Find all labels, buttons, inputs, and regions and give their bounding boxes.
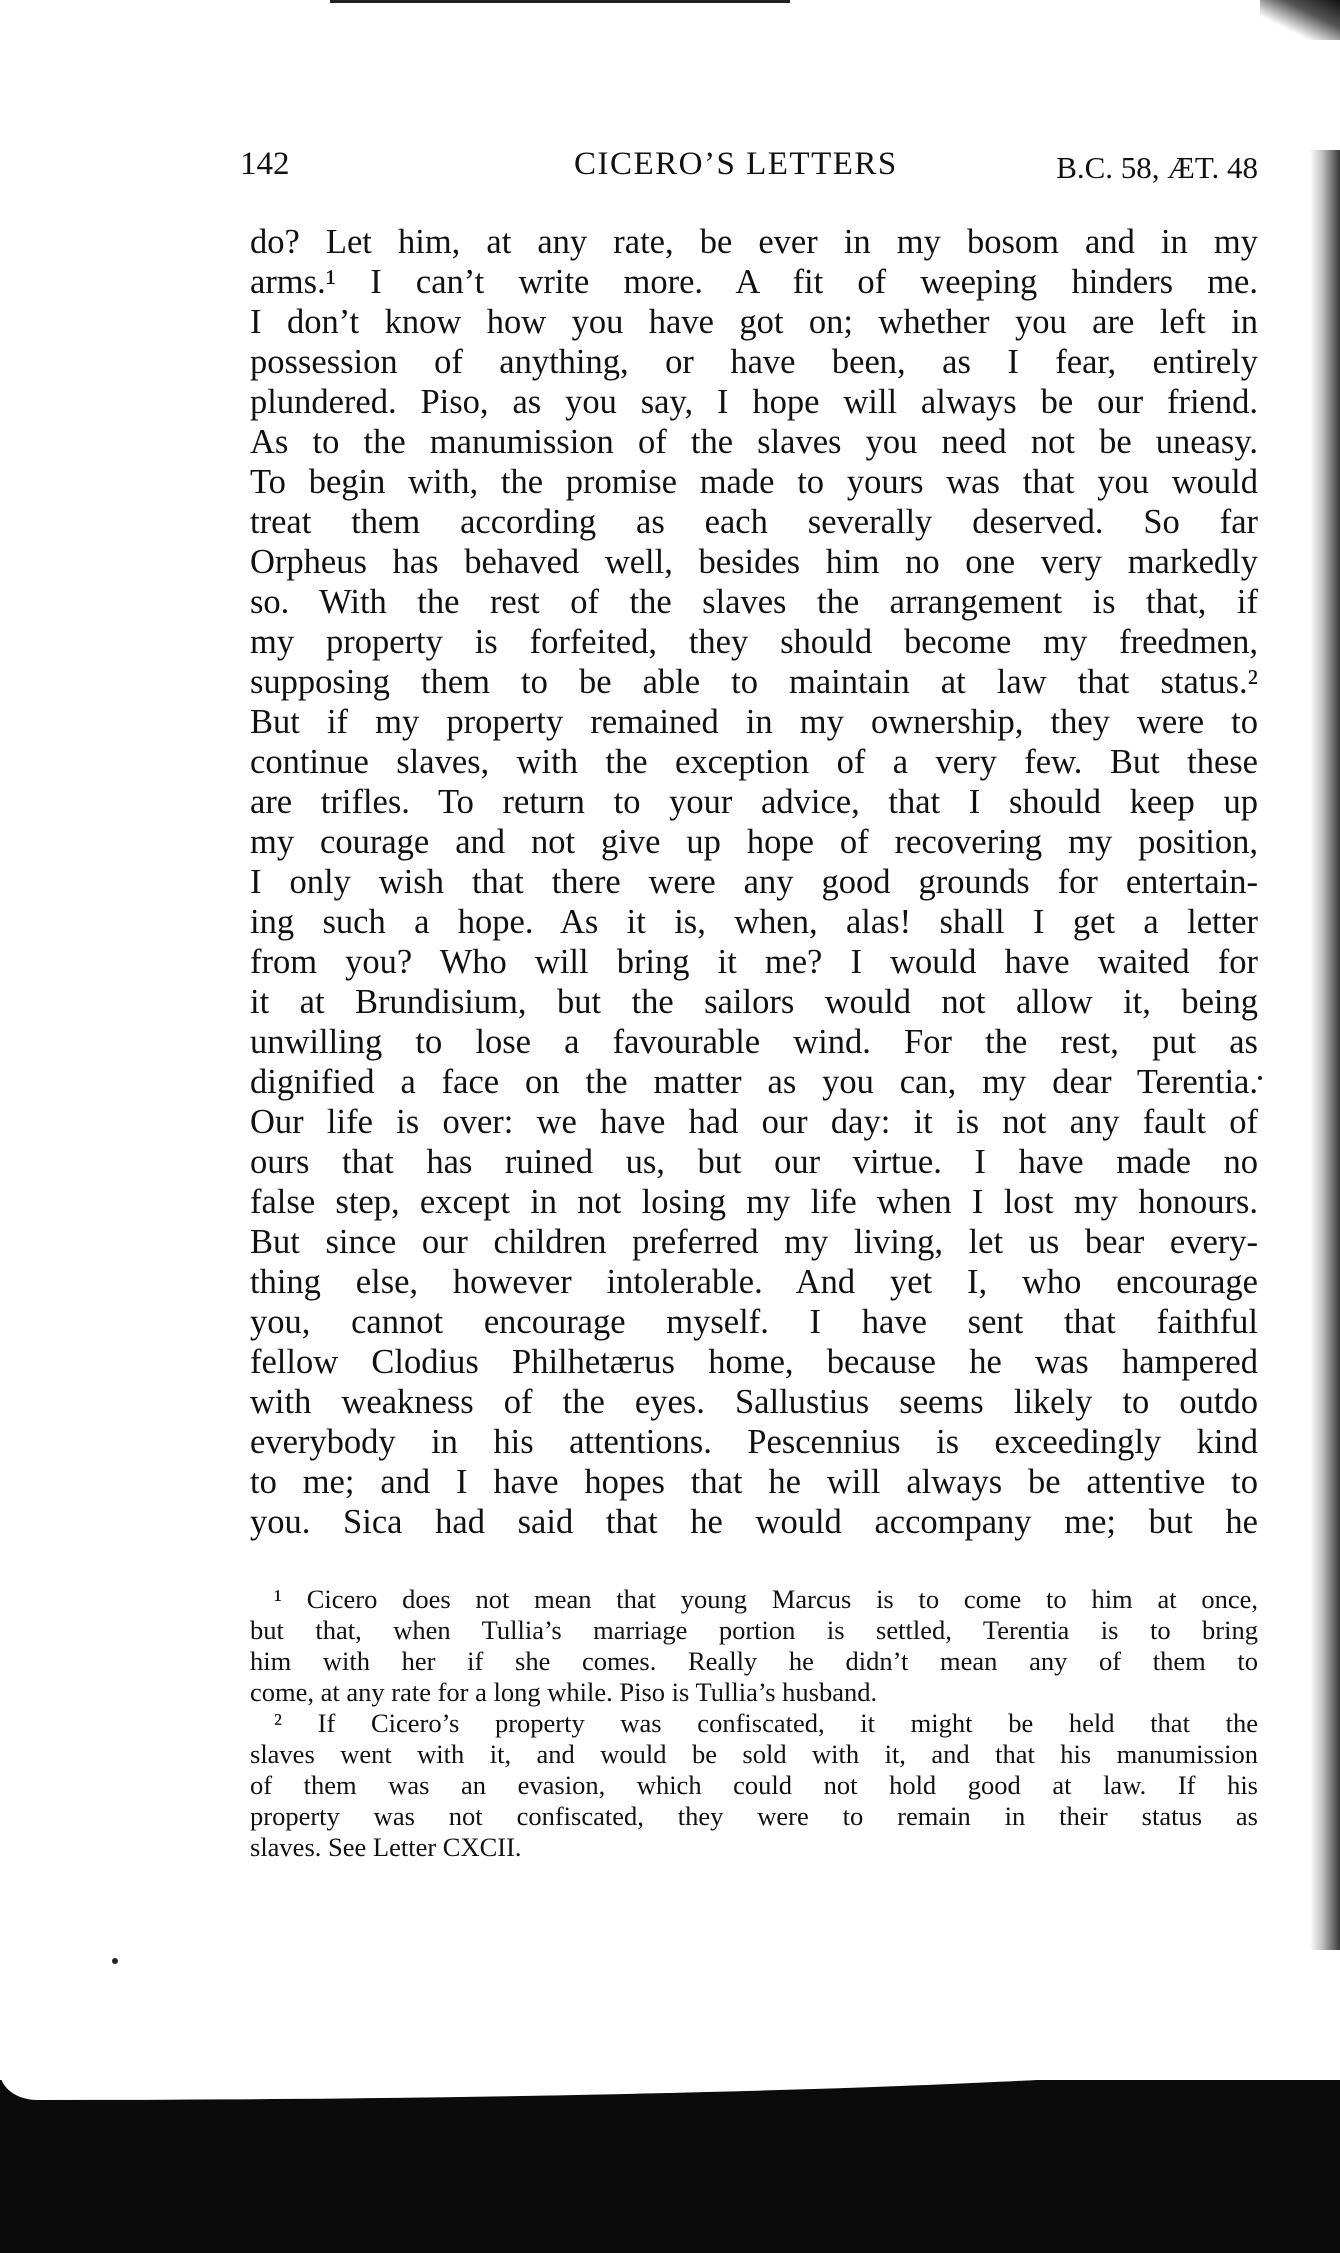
body-line: supposing them to be able to maintain at law that status.²	[250, 663, 1258, 701]
footnote-1	[250, 1584, 1258, 1708]
body-line: dignified a face on the matter as you can, my dear Terentia.	[250, 1063, 1258, 1101]
body-line: To begin with, the promise made to yours was that you would	[250, 463, 1258, 501]
footnote-line: property was not confiscated, they were to remain in their status as	[250, 1801, 1258, 1831]
body-line: it at Brundisium, but the sailors would not allow it, being	[250, 983, 1258, 1021]
body-line: But since our children preferred my living, let us bear every-	[250, 1223, 1258, 1261]
body-line: everybody in his attentions. Pescennius is exceedingly kind	[250, 1423, 1258, 1461]
scan-dark-border	[0, 2080, 1340, 2253]
footnote-2	[250, 1708, 1258, 1863]
body-line: As to the manumission of the slaves you need not be uneasy.	[250, 423, 1258, 461]
footnote-line: ² If Cicero’s property was confiscated, it might be held that the	[274, 1708, 1258, 1738]
ink-speck	[112, 1958, 118, 1964]
body-line: do? Let him, at any rate, be ever in my bosom and in my	[250, 223, 1258, 261]
body-line: Our life is over: we have had our day: it is not any fault of	[250, 1103, 1258, 1141]
footnotes	[250, 1584, 1258, 1863]
body-line: unwilling to lose a favourable wind. For the rest, put as	[250, 1023, 1258, 1061]
body-line: ours that has ruined us, but our virtue. I have made no	[250, 1143, 1258, 1181]
body-line: continue slaves, with the exception of a very few. But these	[250, 743, 1258, 781]
page-edge-shadow	[1260, 0, 1340, 40]
body-line: you, cannot encourage myself. I have sent that faithful	[250, 1303, 1258, 1341]
running-title: CICERO’S LETTERS	[574, 146, 898, 182]
body-line: are trifles. To return to your advice, that I should keep up	[250, 783, 1258, 821]
body-line: possession of anything, or have been, as I fear, entirely	[250, 343, 1258, 381]
body-line: from you? Who will bring it me? I would have waited for	[250, 943, 1258, 981]
body-line: with weakness of the eyes. Sallustius seems likely to outdo	[250, 1383, 1258, 1421]
body-line: false step, except in not losing my life when I lost my honours.	[250, 1183, 1258, 1221]
body-line: fellow Clodius Philhetærus home, because he was hampered	[250, 1343, 1258, 1381]
body-line: treat them according as each severally deserved. So far	[250, 503, 1258, 541]
body-line: you. Sica had said that he would accompany me; but he	[250, 1503, 1258, 1541]
body-line: arms.¹ I can’t write more. A fit of weeping hinders me.	[250, 263, 1258, 301]
footnote-line: ¹ Cicero does not mean that young Marcus is to come to him at once,	[274, 1584, 1258, 1614]
top-rule	[330, 0, 790, 3]
footnote-line: him with her if she comes. Really he didn’t mean any of them to	[250, 1646, 1258, 1676]
letter-body	[250, 222, 1258, 1542]
page-number: 142	[240, 146, 290, 182]
body-line: so. With the rest of the slaves the arrangement is that, if	[250, 583, 1258, 621]
body-line: But if my property remained in my ownership, they were to	[250, 703, 1258, 741]
footnote-line: slaves. See Letter CXCII.	[250, 1832, 522, 1862]
body-line: thing else, however intolerable. And yet I, who encourage	[250, 1263, 1258, 1301]
ink-speck	[1258, 1076, 1262, 1080]
body-line: my courage and not give up hope of recovering my position,	[250, 823, 1258, 861]
body-line: to me; and I have hopes that he will always be attentive to	[250, 1463, 1258, 1501]
running-header	[240, 146, 1258, 190]
body-line: I only wish that there were any good grounds for entertain-	[250, 863, 1258, 901]
footnote-line: slaves went with it, and would be sold with it, and that his manumission	[250, 1739, 1258, 1769]
footnote-line: but that, when Tullia’s marriage portion is settled, Terentia is to bring	[250, 1615, 1258, 1645]
page-edge-shadow	[1310, 150, 1340, 1950]
body-line: ing such a hope. As it is, when, alas! shall I get a letter	[250, 903, 1258, 941]
body-line: Orpheus has behaved well, besides him no one very markedly	[250, 543, 1258, 581]
date-reference: B.C. 58, ÆT. 48	[1056, 150, 1258, 185]
body-line: plundered. Piso, as you say, I hope will always be our friend.	[250, 383, 1258, 421]
body-line: I don’t know how you have got on; whether you are left in	[250, 303, 1258, 341]
body-line: my property is forfeited, they should become my freedmen,	[250, 623, 1258, 661]
footnote-line: come, at any rate for a long while. Piso is Tullia’s husband.	[250, 1677, 878, 1707]
footnote-line: of them was an evasion, which could not hold good at law. If his	[250, 1770, 1258, 1800]
